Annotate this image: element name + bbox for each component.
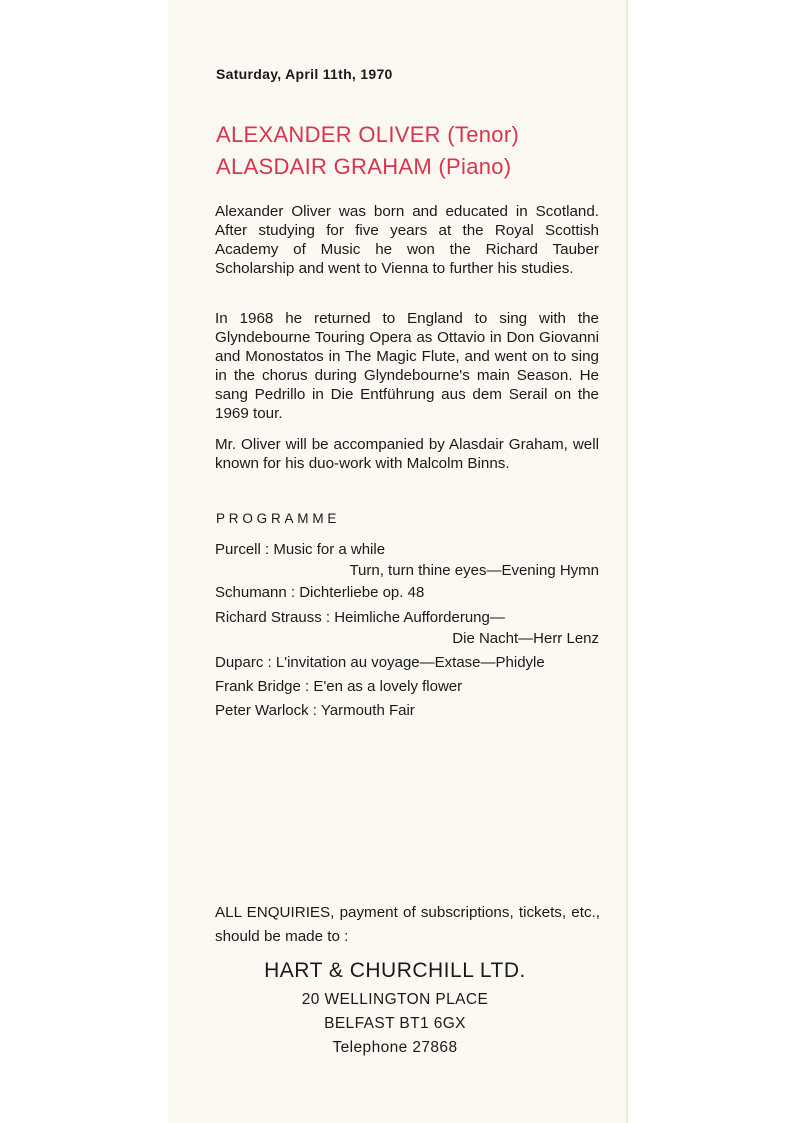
programme-item: Duparc : L'invitation au voyage—Extase—Phidyle	[215, 654, 545, 671]
bio-paragraph: Mr. Oliver will be accompanied by Alasdair Graham, well known for his duo-work with Malcolm Binns.	[215, 436, 599, 472]
company-name: HART & CHURCHILL LTD.	[264, 959, 526, 982]
programme-item: Purcell : Music for a while	[215, 541, 386, 558]
company-telephone: Telephone 27868	[332, 1039, 458, 1056]
bio-paragraph: Alexander Oliver was born and educated in Scotland. After studying for five years at the Royal Scottish Academy of Music he won the Richard Tauber Scholarship and went to Vienna to further his studies.	[215, 203, 599, 277]
programme-item: Peter Warlock : Yarmouth Fair	[215, 702, 415, 719]
programme-item-continuation: Die Nacht—Herr Lenz	[452, 630, 599, 647]
programme-heading: PROGRAMME	[216, 511, 341, 526]
programme-item: Richard Strauss : Heimliche Aufforderung—	[215, 609, 505, 626]
programme-item: Frank Bridge : E'en as a lovely flower	[215, 678, 463, 695]
performer-tenor: ALEXANDER OLIVER (Tenor)	[216, 122, 520, 147]
performer-piano: ALASDAIR GRAHAM (Piano)	[216, 154, 512, 179]
programme-item-continuation: Turn, turn thine eyes—Evening Hymn	[349, 562, 599, 579]
company-address-line: 20 WELLINGTON PLACE	[301, 991, 489, 1008]
company-address-line: BELFAST BT1 6GX	[324, 1015, 466, 1032]
concert-date: Saturday, April 11th, 1970	[216, 66, 393, 82]
programme-item: Schumann : Dichterliebe op. 48	[215, 584, 425, 601]
enquiries-text: ALL ENQUIRIES, payment of subscriptions, tickets, etc., should be made to :	[215, 904, 600, 945]
bio-paragraph: In 1968 he returned to England to sing with the Glyndebourne Touring Opera as Ottavio in Don Giovanni and Monostatos in The Magic Flute, and went on to sing in the chorus during Glyndebourne's main Season. He sang Pedrillo in Die Entführung aus dem Serail on the 1969 tour.	[215, 310, 599, 422]
